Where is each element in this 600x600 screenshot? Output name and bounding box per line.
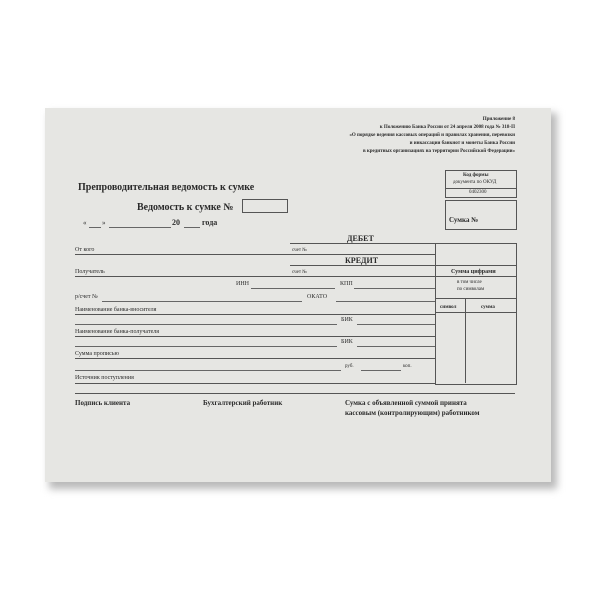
source-label: Источник поступления bbox=[75, 375, 134, 381]
amount-table-column-divider bbox=[465, 298, 466, 383]
appendix-line-4: и инкассации банкнот и монеты Банка России bbox=[409, 141, 515, 146]
amount-words-label: Сумма прописью bbox=[75, 351, 120, 357]
date-quote-close: » bbox=[102, 219, 106, 227]
recipient-bank-line-1[interactable] bbox=[75, 336, 435, 337]
bag-number-box[interactable] bbox=[445, 200, 517, 230]
depositor-bank-label: Наименование банка-вносителя bbox=[75, 307, 157, 313]
bik-line-2[interactable] bbox=[357, 346, 435, 347]
source-line[interactable] bbox=[75, 383, 435, 384]
date-year-prefix: 20 bbox=[172, 218, 180, 227]
page-title: Препроводительная ведомость к сумке bbox=[78, 182, 255, 193]
kop-label: коп. bbox=[403, 364, 412, 369]
kop-line[interactable] bbox=[361, 370, 401, 371]
date-month-line[interactable] bbox=[109, 227, 171, 228]
form-code-value: 0402300 bbox=[469, 190, 487, 195]
date-year-line[interactable] bbox=[184, 227, 200, 228]
accountant-signature-label: Бухгалтерский работник bbox=[203, 399, 283, 407]
amount-table-row-1 bbox=[435, 265, 517, 266]
kpp-label: КПП bbox=[340, 281, 353, 287]
sum-column-header: сумма bbox=[481, 305, 495, 310]
amount-table-row-3 bbox=[435, 298, 517, 299]
signature-separator bbox=[75, 393, 515, 394]
amount-table-row-2 bbox=[435, 276, 517, 277]
amount-table-row-4 bbox=[435, 312, 517, 313]
amount-words-line-1[interactable] bbox=[75, 358, 435, 359]
form-sheet bbox=[45, 108, 551, 482]
okato-label: ОКАТО bbox=[307, 294, 328, 300]
appendix-line-2: к Положению Банка России от 24 апреля 2008 года № 318-П bbox=[379, 125, 515, 130]
settlement-account-label: р/счет № bbox=[75, 294, 98, 300]
depositor-bank-line-1[interactable] bbox=[75, 314, 435, 315]
statement-label: Ведомость к сумке № bbox=[137, 202, 234, 213]
amount-figures-header: Сумма цифрами bbox=[451, 269, 496, 275]
inn-label: ИНН bbox=[236, 281, 249, 287]
from-line[interactable] bbox=[75, 254, 435, 255]
including-label-2: по символам bbox=[457, 287, 485, 292]
date-day-line[interactable] bbox=[89, 227, 101, 228]
debit-header: ДЕБЕТ bbox=[347, 234, 374, 243]
recipient-bank-line-2[interactable] bbox=[75, 346, 337, 347]
form-code-okud-label: документа по ОКУД bbox=[453, 180, 497, 185]
appendix-line-5: в кредитных организациях на территории Российской Федерации» bbox=[362, 149, 515, 154]
from-label: От кого bbox=[75, 247, 95, 253]
settlement-account-line[interactable] bbox=[102, 301, 302, 302]
depositor-bank-line-2[interactable] bbox=[75, 324, 337, 325]
cashier-signature-label-1: Сумка с объявленной суммой принята bbox=[345, 399, 467, 407]
credit-header: КРЕДИТ bbox=[345, 256, 379, 265]
kpp-line[interactable] bbox=[354, 288, 435, 289]
bik-label-2: БИК bbox=[341, 339, 353, 345]
okato-line[interactable] bbox=[336, 301, 435, 302]
recipient-account-label: счет № bbox=[292, 270, 308, 275]
rub-label: руб. bbox=[345, 364, 354, 369]
date-year-suffix: года bbox=[202, 218, 218, 227]
statement-number-field[interactable] bbox=[242, 199, 288, 213]
client-signature-label: Подпись клиента bbox=[75, 399, 131, 407]
appendix-line-3: «О порядке ведения кассовых операций и правилах хранения, перевозки bbox=[349, 133, 515, 138]
inn-line[interactable] bbox=[251, 288, 335, 289]
form-code-label: Код формы bbox=[463, 173, 489, 178]
cashier-signature-label-2: кассовым (контролирующим) работником bbox=[345, 409, 480, 417]
amount-words-line-2[interactable] bbox=[75, 370, 341, 371]
recipient-bank-label: Наименование банка-получателя bbox=[75, 329, 159, 335]
symbol-column-header: символ bbox=[440, 305, 457, 310]
bag-number-label: Сумка № bbox=[449, 216, 479, 224]
bik-label-1: БИК bbox=[341, 317, 353, 323]
credit-header-line bbox=[290, 265, 435, 266]
date-quote-open: « bbox=[83, 219, 87, 227]
bik-line-1[interactable] bbox=[357, 324, 435, 325]
recipient-label: Получатель bbox=[75, 269, 105, 275]
including-label-1: в том числе bbox=[457, 280, 482, 285]
form-code-divider bbox=[445, 188, 517, 189]
recipient-line[interactable] bbox=[75, 276, 435, 277]
debit-header-line bbox=[290, 243, 435, 244]
from-account-label: счет № bbox=[292, 248, 308, 253]
appendix-line-1: Приложение 8 bbox=[482, 117, 515, 122]
